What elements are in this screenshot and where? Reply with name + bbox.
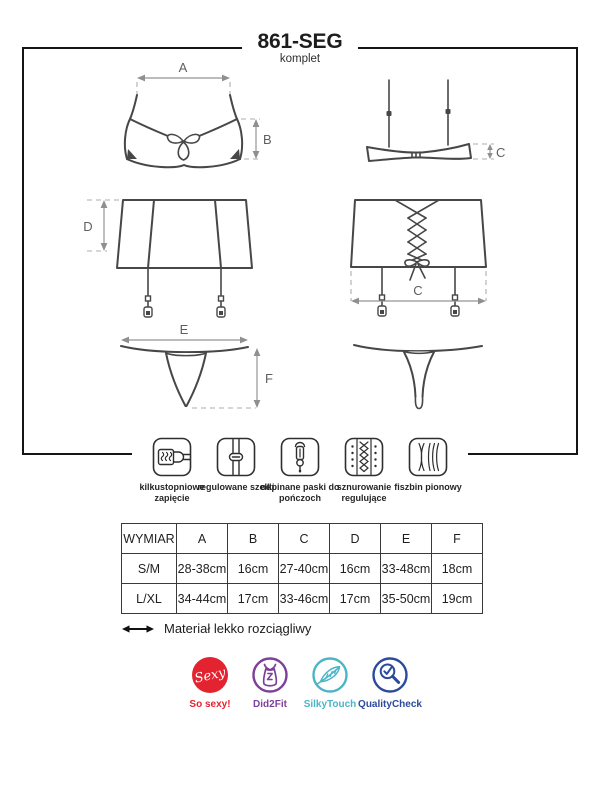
feature-list (132, 437, 468, 505)
badge-silkytouch (303, 656, 357, 710)
feature-label: fiszbin pionowy (394, 482, 462, 492)
stretch-arrow-icon (121, 623, 155, 635)
garter-strap-icon (280, 437, 320, 477)
feature-label: kilkustopniowe zapięcie (139, 482, 205, 504)
feature-item (260, 437, 340, 505)
garment-diagram (24, 49, 576, 453)
value-cell: 16cm (330, 554, 381, 584)
badge-label: Did2Fit (253, 699, 287, 710)
value-cell: 33-46cm (279, 584, 330, 614)
bra-back-drawing (367, 80, 505, 161)
badge-did2fit (243, 656, 297, 710)
table-header-row (122, 524, 483, 554)
bra-front-drawing (125, 60, 272, 167)
material-note-text: Materiał lekko rozciągliwy (164, 621, 312, 636)
product-type: komplet (279, 53, 321, 66)
lacing-icon (344, 437, 384, 477)
table-row (122, 554, 483, 584)
product-header (0, 30, 600, 65)
chemise-icon (251, 656, 289, 694)
badge-label: SilkyTouch (303, 699, 357, 710)
size-cell: S/M (122, 554, 177, 584)
feature-item (396, 437, 460, 505)
col-header: C (279, 524, 330, 554)
badge-list (183, 656, 422, 710)
garter-skirt-front-drawing (83, 200, 252, 317)
value-cell: 28-38cm (177, 554, 228, 584)
feature-item (197, 437, 275, 505)
value-cell: 17cm (330, 584, 381, 614)
col-header: WYMIAR (122, 524, 177, 554)
col-header: D (330, 524, 381, 554)
thong-front-drawing (121, 322, 273, 408)
value-cell: 35-50cm (381, 584, 432, 614)
badge-so-sexy (183, 656, 237, 710)
feature-label: sznurowanie regulujące (336, 482, 392, 504)
value-cell: 34-44cm (177, 584, 228, 614)
hook-clasp-icon (152, 437, 192, 477)
dim-label-e: E (179, 322, 189, 337)
badge-qualitycheck (358, 656, 422, 710)
adjustable-straps-icon (216, 437, 256, 477)
dim-label-d: D (83, 219, 93, 234)
sexy-badge-text: Sexy (193, 665, 228, 687)
size-cell: L/XL (122, 584, 177, 614)
value-cell: 17cm (228, 584, 279, 614)
feature-item (332, 437, 396, 505)
size-table (121, 523, 483, 614)
dim-label-f: F (265, 371, 273, 386)
value-cell: 18cm (432, 554, 483, 584)
feature-label: regulowane szelki (197, 482, 275, 492)
feature-item (140, 437, 204, 505)
dim-label-a: A (178, 60, 188, 75)
dim-label-b: B (263, 132, 272, 147)
badge-label: QualityCheck (358, 699, 422, 710)
dim-label-c-skirt: C (413, 283, 423, 298)
col-header: F (432, 524, 483, 554)
value-cell: 19cm (432, 584, 483, 614)
feather-icon (311, 656, 349, 694)
dim-label-c-band: C (496, 145, 506, 160)
thong-back-drawing (354, 345, 482, 409)
magnifier-check-icon (371, 656, 409, 694)
feature-label: odpinane paski do pończoch (260, 482, 340, 504)
material-note (121, 621, 311, 636)
col-header: B (228, 524, 279, 554)
badge-label: So sexy! (189, 699, 231, 710)
value-cell: 27-40cm (279, 554, 330, 584)
col-header: E (381, 524, 432, 554)
table-row (122, 584, 483, 614)
garter-skirt-back-drawing (351, 200, 486, 316)
sexy-badge-icon (191, 656, 229, 694)
value-cell: 33-48cm (381, 554, 432, 584)
value-cell: 16cm (228, 554, 279, 584)
vertical-boning-icon (408, 437, 448, 477)
col-header: A (177, 524, 228, 554)
product-code: 861-SEG (242, 30, 359, 53)
